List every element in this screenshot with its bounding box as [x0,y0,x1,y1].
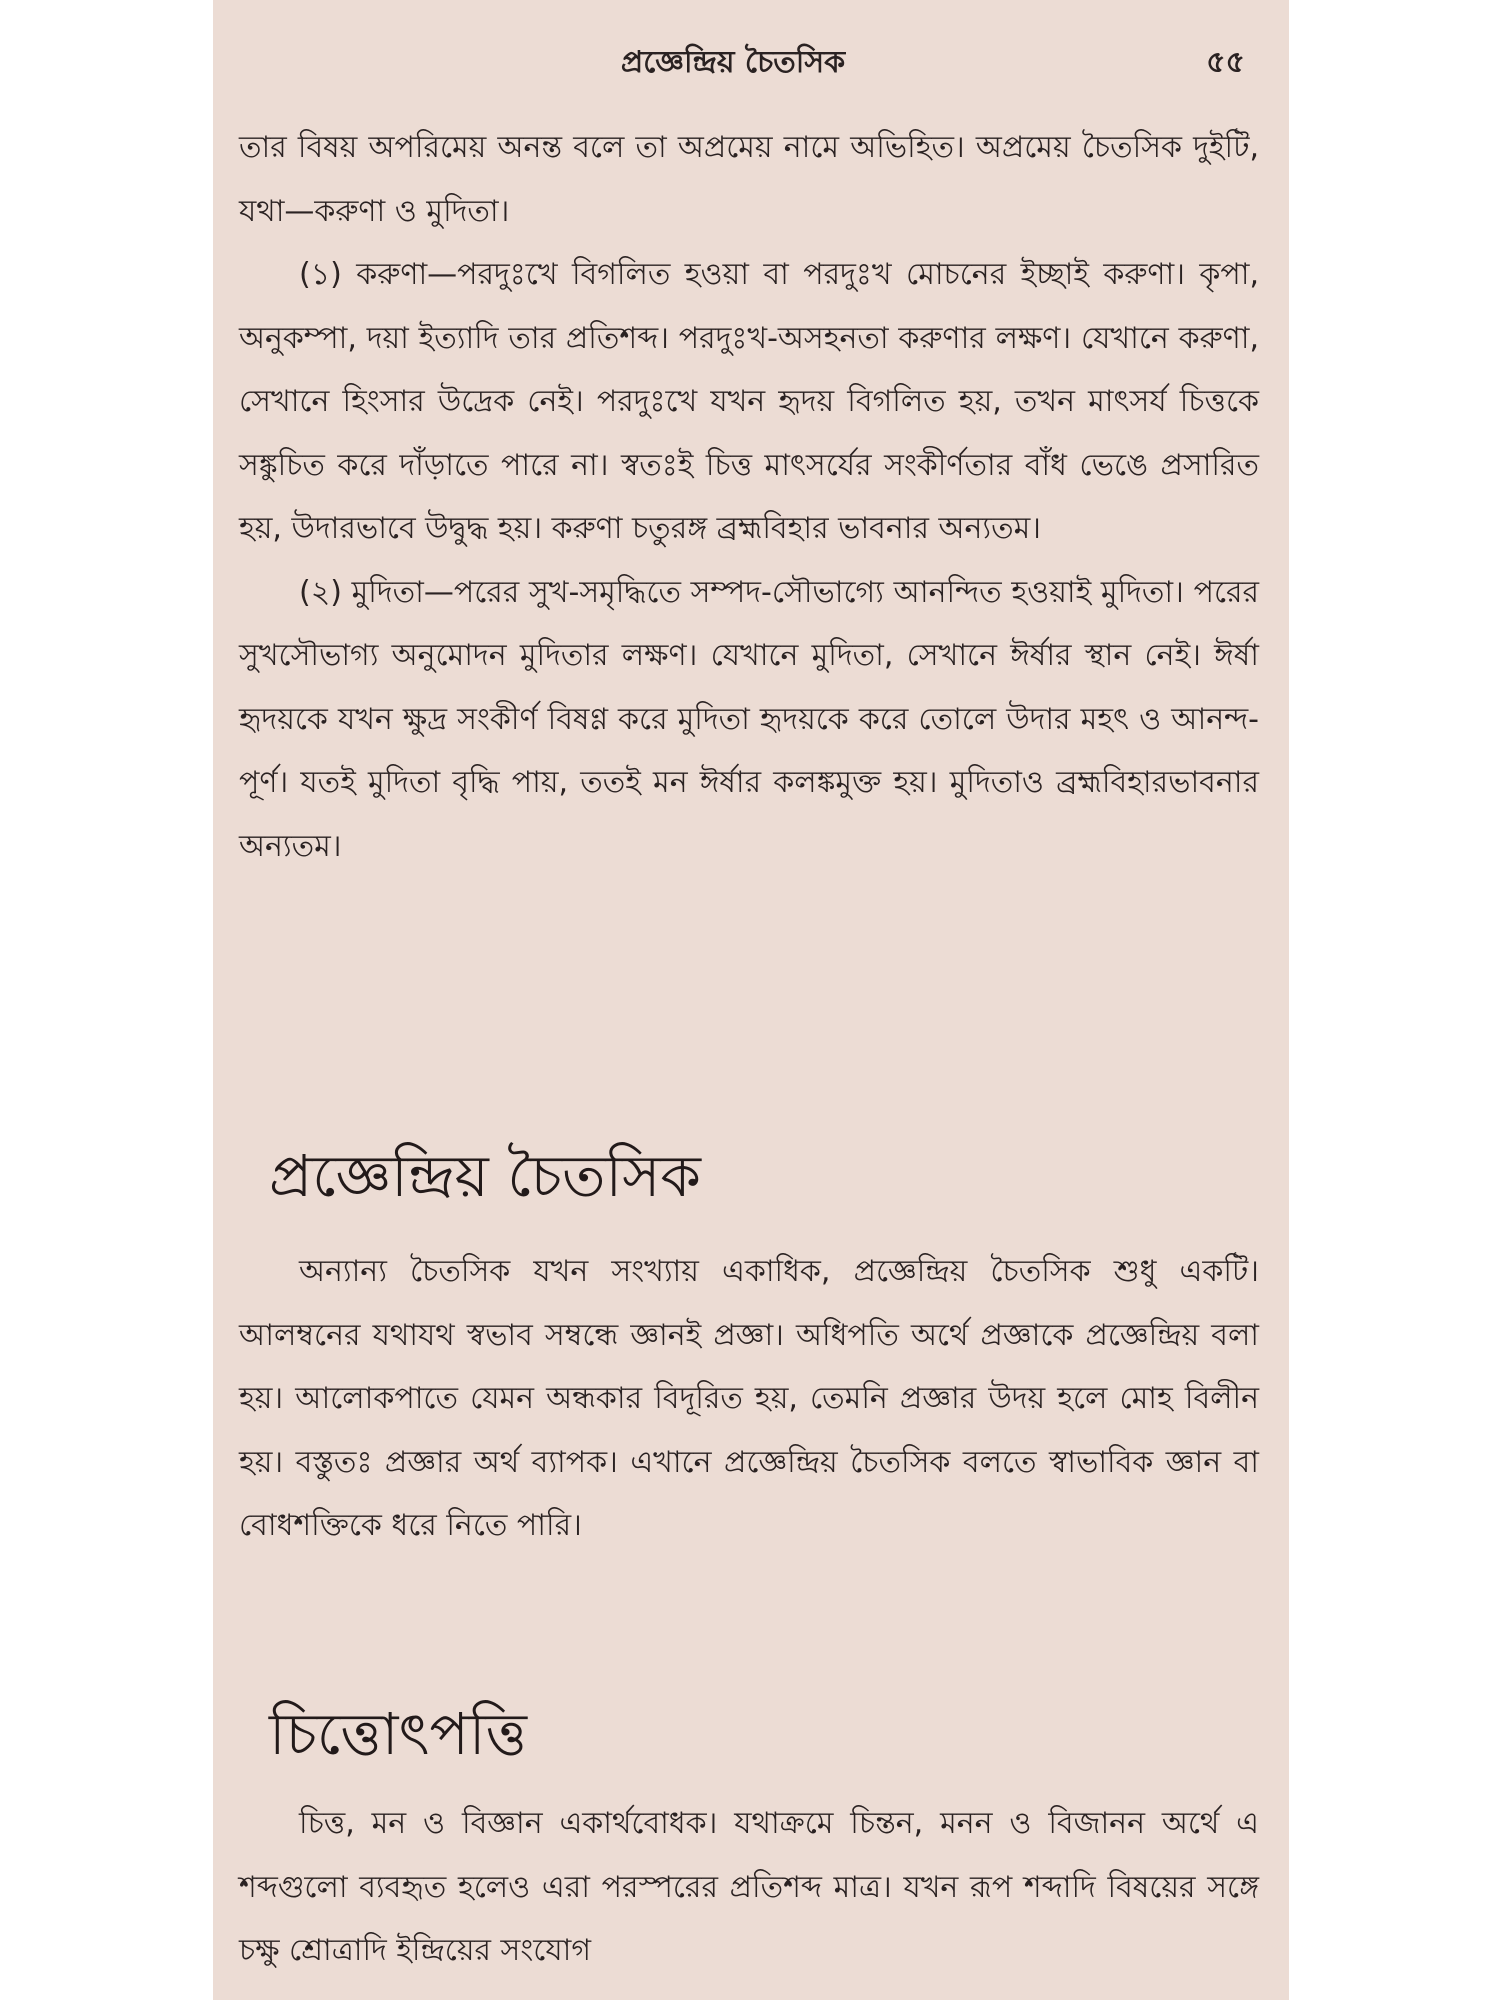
running-header [213,30,1289,86]
paragraph-prajnendriya: অন্যান্য চৈতসিক যখন সংখ্যায় একাধিক, প্রজ্ঞেন্দ্রিয় চৈতসিক শুধু একটি। আলম্বনের যথাযথ স্বভাব সম্বন্ধে জ্ঞানই প্রজ্ঞা। অধিপতি অর্থে প্রজ্ঞাকে প্রজ্ঞেন্দ্রিয় বলা হয়। আলোকপাতে যেমন অন্ধকার বিদূরিত হয়, তেমনি প্রজ্ঞার উদয় হলে মোহ বিলীন হয়। বস্তুতঃ প্রজ্ঞার অর্থ ব্যাপক। এখানে প্রজ্ঞেন্দ্রিয় চৈতসিক বলতে স্বাভাবিক জ্ঞান বা বোধশক্তিকে ধরে নিতে পারি। [239,1254,1259,1543]
running-title: প্রজ্ঞেন্দ্রিয় চৈতসিক [620,45,846,80]
section-chittotpatti [239,1792,1259,1983]
page-number: ৫৫ [1206,45,1245,80]
section-apramaya [239,116,1259,878]
section-prajnendriya [239,1240,1259,1558]
book-page [213,0,1289,2000]
paragraph-karuna: (১) করুণা—পরদুঃখে বিগলিত হওয়া বা পরদুঃখ মোচনের ইচ্ছাই করুণা। কৃপা, অনুকম্পা, দয়া ইত্যাদি তার প্রতিশব্দ। পরদুঃখ-অসহনতা করুণার লক্ষণ। যেখানে করুণা, সেখানে হিংসার উদ্রেক নেই। পরদুঃখে যখন হৃদয় বিগলিত হয়, তখন মাৎসর্য চিত্তকে সঙ্কুচিত করে দাঁড়াতে পারে না। স্বতঃই চিত্ত মাৎসর্যের সংকীর্ণতার বাঁধ ভেঙে প্রসারিত হয়, উদারভাবে উদ্বুদ্ধ হয়। করুণা চতুরঙ্গ ব্রহ্মবিহার ভাবনার অন্যতম। [239,257,1259,546]
section-heading-prajnendriya: প্রজ্ঞেন্দ্রিয় চৈতসিক [269,1142,701,1210]
paragraph-apramaya-intro: তার বিষয় অপরিমেয় অনন্ত বলে তা অপ্রমেয় নামে অভিহিত। অপ্রমেয় চৈতসিক দুইটি, যথা—করুণা ও মুদিতা। [239,130,1259,229]
section-heading-chittotpatti: চিত্তোৎপত্তি [269,1700,527,1768]
paragraph-mudita: (২) মুদিতা—পরের সুখ-সমৃদ্ধিতে সম্পদ-সৌভাগ্যে আনন্দিত হওয়াই মুদিতা। পরের সুখসৌভাগ্য অনুমোদন মুদিতার লক্ষণ। যেখানে মুদিতা, সেখানে ঈর্ষার স্থান নেই। ঈর্ষা হৃদয়কে যখন ক্ষুদ্র সংকীর্ণ বিষণ্ণ করে মুদিতা হৃদয়কে করে তোলে উদার মহৎ ও আনন্দ-পূর্ণ। যতই মুদিতা বৃদ্ধি পায়, ততই মন ঈর্ষার কলঙ্কমুক্ত হয়। মুদিতাও ব্রহ্মবিহারভাবনার অন্যতম। [239,574,1259,864]
paragraph-chittotpatti: চিত্ত, মন ও বিজ্ঞান একার্থবোধক। যথাক্রমে চিন্তন, মনন ও বিজানন অর্থে এ শব্দগুলো ব্যবহৃত হলেও এরা পরস্পরের প্রতিশব্দ মাত্র। যখন রূপ শব্দাদি বিষয়ের সঙ্গে চক্ষু শ্রোত্রাদি ইন্দ্রিয়ের সংযোগ [239,1806,1259,1968]
